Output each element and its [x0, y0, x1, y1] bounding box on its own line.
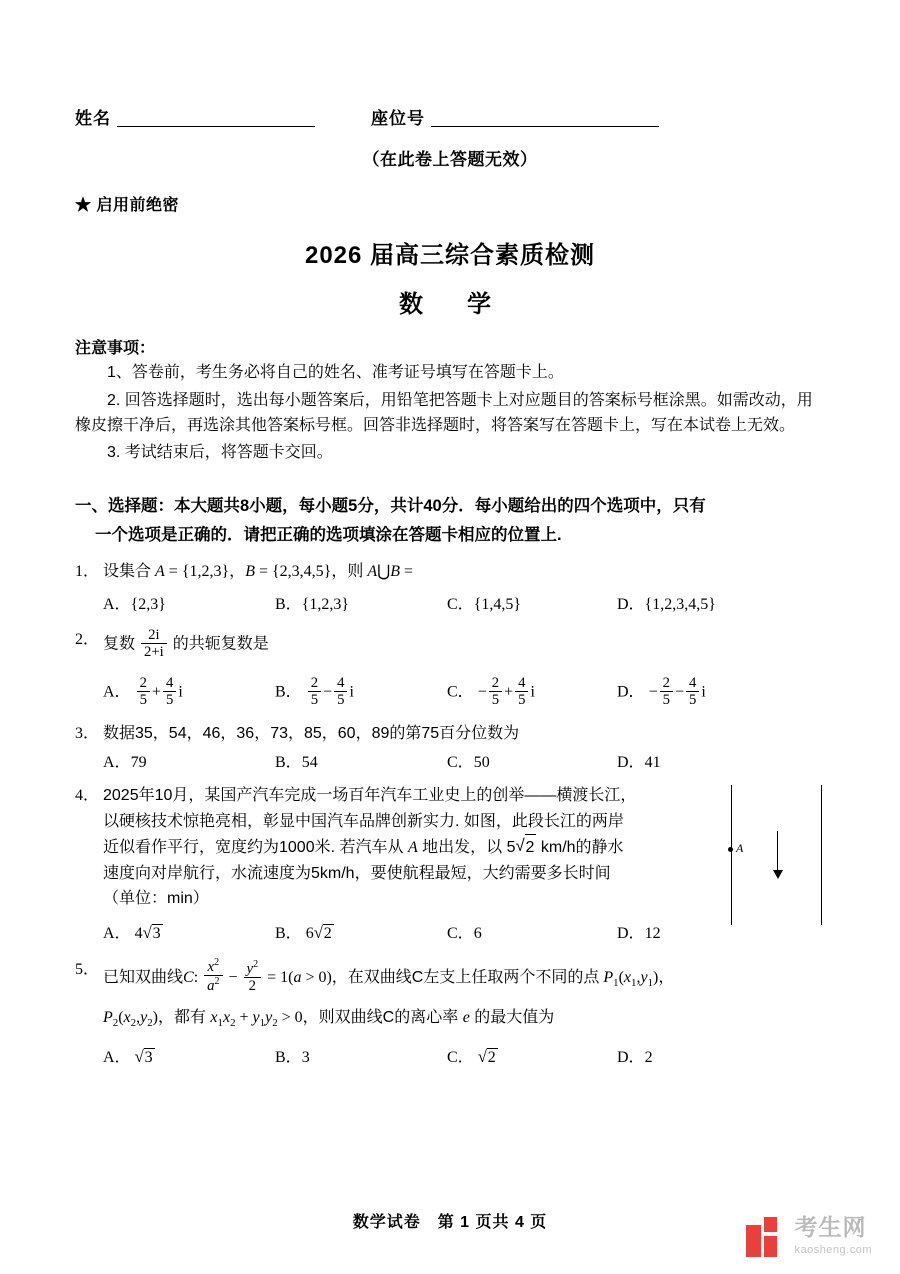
seat-number-input-rule[interactable] — [431, 112, 659, 127]
question-4-number: 4． — [75, 787, 100, 805]
watermark-text-cn: 考生网 — [794, 1214, 867, 1240]
river-bank-left — [731, 785, 732, 925]
question-5-options — [75, 1044, 825, 1067]
question-5-number: 5． — [75, 961, 100, 979]
question-1-option-a[interactable]: A．{2,3} — [103, 595, 166, 613]
question-5 — [75, 957, 825, 1032]
section-heading-line1: 一、选择题：本大题共8小题，每小题5分，共计40分．每小题给出的四个选项中，只有 — [75, 497, 706, 516]
question-1-option-c[interactable]: C．{1,4,5} — [447, 595, 522, 613]
watermark-logo — [746, 1215, 872, 1258]
question-1-math: A = {1,2,3}，B = {2,3,4,5}，则 A⋃B = — [155, 562, 414, 580]
question-4-line-1: 2025年10月，某国产汽车完成一场百年汽车工业史上的创举——横渡长江， — [103, 787, 637, 805]
question-1-stem: 设集合 — [103, 562, 152, 580]
point-a-label: A — [736, 841, 744, 856]
question-4-line-4: 速度向对岸航行，水流速度为5km/h，要使航程最短，大约需要多长时间 — [103, 864, 611, 882]
question-2-number: 2． — [75, 630, 100, 648]
point-a-marker — [728, 847, 733, 852]
question-4-option-c[interactable]: C．6 — [447, 925, 482, 943]
exam-subject: 数 学 — [399, 292, 501, 318]
question-3-stem: 数据35，54，46，36，73，85，60，89的第75百分位数为 — [103, 725, 520, 743]
note-item-2: 2. 回答选择题时，选出每小题答案后，用铅笔把答题卡上对应题目的答案标号框涂黑。如需改动，用橡皮擦干净后，再选涂其他答案标号框。回答非选择题时，将答案写在答题卡上，写在本试卷上无效。 — [75, 391, 813, 434]
student-id-line — [75, 0, 825, 129]
question-2-option-c[interactable]: C． − $\frac{2}{5}$ + $\frac{4}{5}$ i — [447, 674, 535, 708]
name-input-rule[interactable] — [117, 112, 315, 127]
question-4 — [75, 783, 825, 912]
question-4-line-3: 近似看作平行，宽度约为1000米. 若汽车从 A 地出发，以 5 √ 2 km/h的静水 — [103, 834, 695, 861]
current-direction-arrow-icon — [777, 831, 778, 871]
question-2-stem-post: 的共轭复数是 — [172, 634, 269, 652]
watermark-mark-icon — [746, 1217, 786, 1257]
section-heading — [75, 492, 825, 550]
question-2 — [75, 627, 825, 661]
question-1-number: 1． — [75, 562, 100, 580]
question-4-line-5: （单位：min） — [103, 890, 209, 908]
question-5-line-1: 已知双曲线C: $\frac{x^2}{a^2}$ − $\frac{y^2}{2}$ = 1(a > 0)，在双曲线C左支上任取两个不同的点 $P_1(x_1,y_1)$， — [103, 957, 675, 995]
notes-title: 注意事项： — [75, 340, 156, 357]
question-2-fraction: $\frac{2i}{2+i}$ — [141, 627, 167, 661]
river-figure — [717, 785, 833, 925]
question-5-option-d[interactable]: D．2 — [617, 1049, 653, 1067]
river-bank-right — [821, 785, 822, 925]
page-footer: 数学试卷 第 1 页共 4 页 — [352, 1214, 548, 1231]
question-2-option-a[interactable]: A． $\frac{2}{5}$ + $\frac{4}{5}$ i — [103, 674, 183, 708]
watermark-text-en: kaosheng.com — [794, 1244, 872, 1256]
question-3-option-b[interactable]: B．54 — [275, 754, 318, 772]
note-item-3: 3. 考试结束后，将答题卡交回。 — [107, 444, 333, 462]
question-3-number: 3． — [75, 725, 100, 743]
question-3-options — [75, 749, 825, 772]
note-item-1: 1、答卷前，考生务必将自己的姓名、准考证号填写在答题卡上。 — [107, 364, 564, 381]
seat-number-label: 座位号 — [371, 109, 425, 128]
question-3-option-a[interactable]: A．79 — [103, 754, 147, 772]
question-2-options — [75, 675, 825, 709]
question-5-option-a[interactable]: A． √ 3 — [103, 1044, 275, 1067]
question-2-stem-pre: 复数 — [103, 634, 136, 652]
section-heading-line2: 一个选项是正确的．请把正确的选项填涂在答题卡相应的位置上. — [95, 526, 562, 545]
question-1-options — [75, 591, 825, 614]
question-3-option-c[interactable]: C．50 — [447, 754, 490, 772]
question-1 — [75, 559, 825, 585]
question-4-line-2: 以硬核技术惊艳亮相，彰显中国汽车品牌创新实力. 如图，此段长江的两岸 — [103, 812, 624, 830]
question-5-line-2: $P_2(x_2,y_2)$，都有 $x_1x_2 + y_1y_2 > 0$，则双曲线C的离心率 e 的最大值为 — [103, 1008, 555, 1029]
question-1-option-b[interactable]: B．{1,2,3} — [275, 595, 350, 613]
exam-title: 2026 届高三综合素质检测 — [304, 242, 596, 269]
secret-mark: ★ 启用前绝密 — [75, 197, 179, 214]
question-1-option-d[interactable]: D．{1,2,3,4,5} — [617, 595, 716, 613]
question-3-option-d[interactable]: D．41 — [617, 754, 661, 772]
question-4-options — [75, 920, 825, 943]
question-5-option-c[interactable]: C． √ 2 — [447, 1044, 617, 1067]
answer-invalid-note: （在此卷上答题无效） — [362, 150, 538, 169]
question-4-option-d[interactable]: D．12 — [617, 925, 661, 943]
name-label: 姓名 — [75, 109, 111, 128]
question-5-option-b[interactable]: B．3 — [275, 1049, 310, 1067]
question-2-option-d[interactable]: D． − $\frac{2}{5}$ − $\frac{4}{5}$ i — [617, 674, 706, 708]
question-2-option-b[interactable]: B． $\frac{2}{5}$ − $\frac{4}{5}$ i — [275, 674, 354, 708]
question-3 — [75, 721, 825, 747]
question-4-option-b[interactable]: B． 6 √ 2 — [275, 920, 447, 943]
question-4-option-a[interactable]: A． 4 √ 3 — [103, 920, 275, 943]
